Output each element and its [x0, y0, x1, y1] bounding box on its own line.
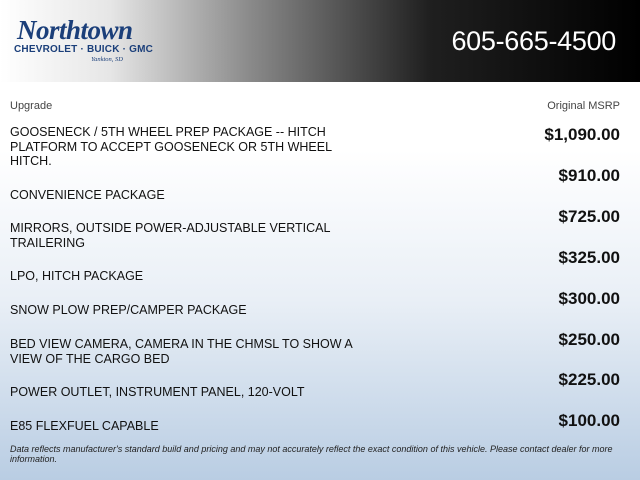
upgrade-price: $725.00 — [558, 207, 620, 226]
upgrade-name: MIRRORS, OUTSIDE POWER-ADJUSTABLE VERTICAL TRAILERING — [10, 221, 330, 250]
upgrade-price: $100.00 — [558, 411, 620, 430]
logo-brands: CHEVROLET · BUICK · GMC — [14, 44, 154, 55]
upgrade-name: POWER OUTLET, INSTRUMENT PANEL, 120-VOLT — [10, 385, 305, 399]
upgrade-name: GOOSENECK / 5TH WHEEL PREP PACKAGE -- HITCH PLATFORM TO ACCEPT GOOSENECK OR 5TH WHEEL HITCH. — [10, 125, 332, 168]
upgrade-price: $1,090.00 — [544, 125, 620, 144]
upgrade-price: $300.00 — [558, 289, 620, 308]
phone-number: 605-665-4500 — [451, 26, 616, 56]
upgrade-name: E85 FLEXFUEL CAPABLE — [10, 419, 159, 433]
dealer-logo — [12, 15, 154, 66]
column-header-msrp: Original MSRP — [547, 100, 620, 112]
disclaimer-text: Data reflects manufacturer's standard build and pricing and may not accurately reflect the exact condition of this vehicle. Please contact dealer for more information. — [10, 444, 613, 464]
upgrade-name: LPO, HITCH PACKAGE — [10, 269, 144, 283]
upgrade-price: $250.00 — [558, 330, 620, 349]
upgrade-name: BED VIEW CAMERA, CAMERA IN THE CHMSL TO SHOW A VIEW OF THE CARGO BED — [10, 337, 352, 366]
upgrade-name: SNOW PLOW PREP/CAMPER PACKAGE — [10, 303, 247, 317]
logo-city: Yankton, SD — [91, 56, 123, 63]
column-header-upgrade: Upgrade — [10, 100, 53, 112]
upgrade-name: CONVENIENCE PACKAGE — [10, 188, 165, 202]
logo-dealer-name: Northtown — [17, 15, 133, 45]
upgrade-price: $325.00 — [558, 248, 620, 267]
header-banner — [0, 0, 640, 82]
upgrade-price: $225.00 — [558, 370, 620, 389]
upgrade-price: $910.00 — [558, 166, 620, 185]
